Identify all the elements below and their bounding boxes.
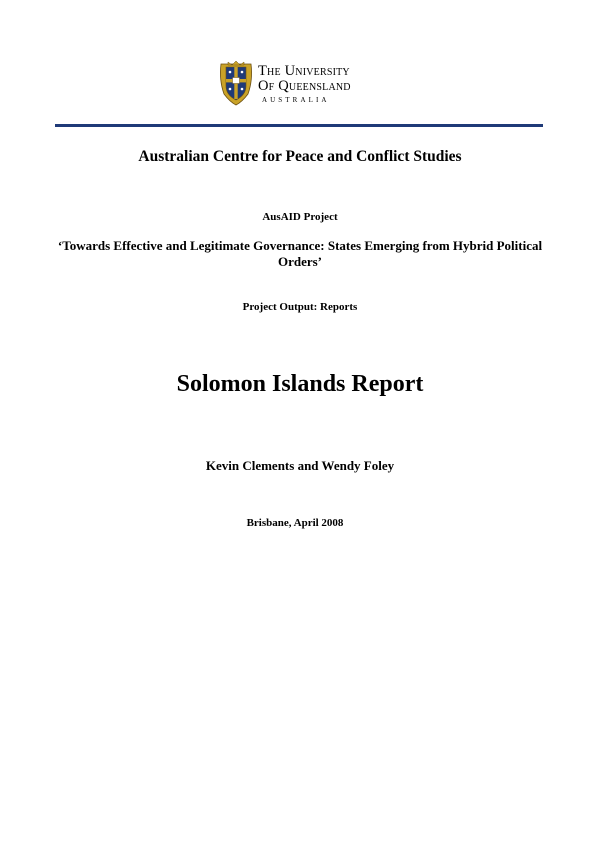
- university-wordmark: [258, 64, 388, 105]
- wordmark-country: AUSTRALIA: [262, 96, 330, 104]
- wordmark-line-2: Of Queensland: [258, 78, 351, 94]
- header-divider: [55, 124, 543, 127]
- centre-name: Australian Centre for Peace and Conflict Studies: [138, 148, 462, 165]
- project-label: AusAID Project: [262, 211, 338, 223]
- report-title: Solomon Islands Report: [176, 371, 424, 397]
- project-output-label: Project Output: Reports: [242, 301, 358, 313]
- place-and-date: Brisbane, April 2008: [246, 517, 344, 529]
- wordmark-line-1: The University: [258, 63, 350, 79]
- university-crest-icon: [218, 60, 254, 106]
- authors: Kevin Clements and Wendy Foley: [205, 458, 395, 473]
- project-title: ‘Towards Effective and Legitimate Governance: States Emerging from Hybrid Political Orders’: [57, 238, 543, 269]
- university-logo: [218, 60, 378, 110]
